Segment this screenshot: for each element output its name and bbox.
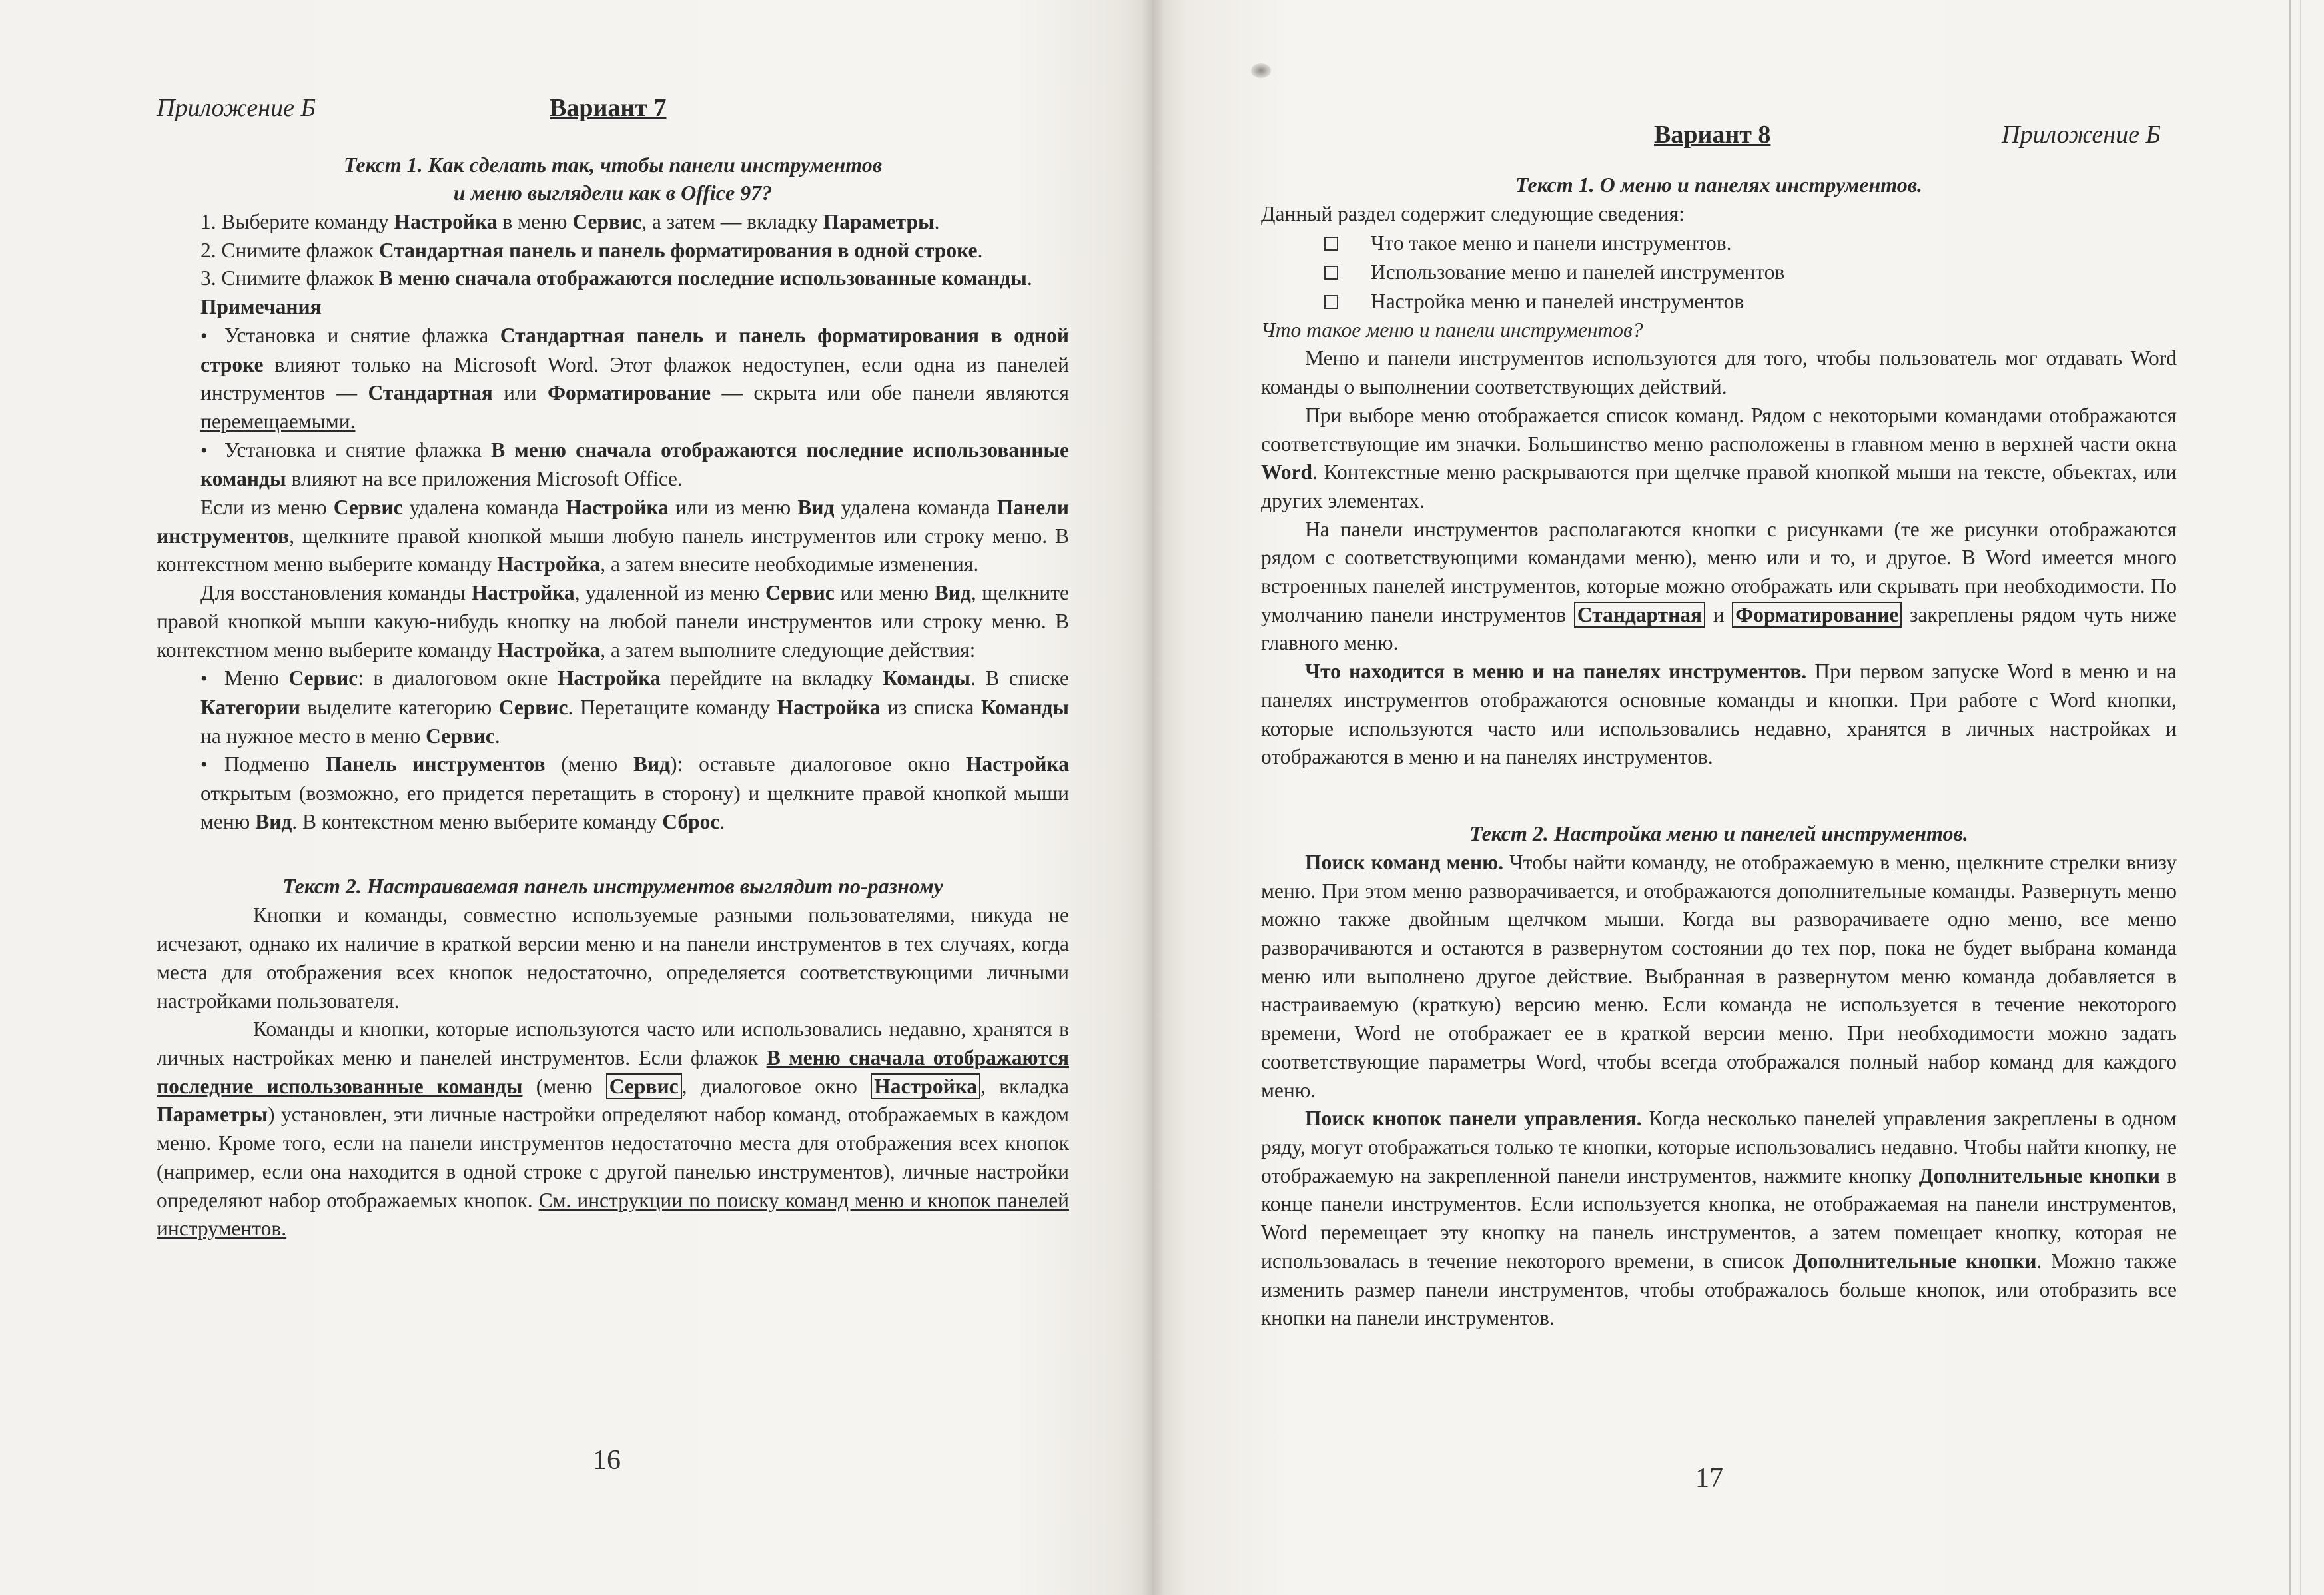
text2-title: Текст 2. Настраиваемая панель инструментов выглядит по-разному [282,874,943,899]
checkbox-icon [1324,237,1338,251]
right-page [1152,0,2324,1595]
checklist-item: Что такое меню и панели инструментов. [1261,229,2177,258]
paragraph-2: При выборе меню отображается список команд. Рядом с некоторыми командами отображаются соответствующие им значки. Большинство меню расположены в главном меню в верхней части окна Word. Контекстные меню раскрываются при щелчке правой кнопкой мыши на тексте, объектах, или других элементах. [1261,403,2177,512]
page-number-left: 16 [593,1445,621,1476]
paragraph-1: Меню и панели инструментов используются для того, чтобы пользователь мог отдавать Word команды о выполнении соответствующих действий. [1261,346,2177,399]
scan-speck [1251,63,1271,78]
checklist-item: Настройка меню и панелей инструментов [1261,287,2177,316]
action-bullet-2: • Подменю Панель инструментов (меню Вид): оставьте диалоговое окно Настройка открытым (возможно, его придется перетащить в сторону) и щелкните правой кнопкой мыши меню Вид. В контекстном меню выберите команду Сброс. [200,752,1069,833]
appendix-label: Приложение Б [2002,121,2161,149]
bullet-icon: • [200,668,208,690]
right-text-column [1261,113,2177,1332]
checkbox-icon [1324,266,1338,280]
paragraph-6: Поиск кнопок панели управления. Когда несколько панелей управления закреплены в одном ряду, могут отображаться только те кнопки, которые использовались недавно. Чтобы найти кнопку, не отображаемую на закрепленной панели инструментов, нажмите кнопку Дополнительные кнопки в конце панели инструментов. Если используется кнопка, не отображаемая на панели инструментов, Word перемещает эту кнопку на панель инструментов, а затем помещает кнопку, которая не использовалась в течение некоторого времени, в список Дополнительные кнопки. Можно также изменить размер панели инструментов, чтобы отображалось больше кнопок, или отобразить все кнопки на панели инструментов. [1261,1107,2177,1330]
bullet-icon: • [200,324,208,347]
bullet-icon: • [200,754,208,776]
text1-title: Текст 1. Как сделать так, чтобы панели инструментов и меню выглядели как в Office 97? [343,153,883,205]
appendix-label: Приложение Б [157,94,316,122]
note-2: • Установка и снятие флажка В меню сначала отображаются последние использованные команды влияют на все приложения Microsoft Office. [200,438,1070,491]
subheading: Что такое меню и панели инструментов? [1261,318,1643,342]
book-fold [1142,0,1164,1595]
variant-title: Вариант 8 [1654,121,1771,149]
action-bullet-1: • Меню Сервис: в диалоговом окне Настройка перейдите на вкладку Команды. В списке Категории выделите категорию Сервис. Перетащите команду Настройка из списка Команды на нужное место в меню Сервис. [200,666,1069,748]
text2-paragraph-2: Команды и кнопки, которые используются часто или использовались недавно, хранятся в личных настройках меню и панелей инструментов. Если флажок В меню сначала отображаются последние использованные команды (меню Сервис , диалоговое окно Настройка , вкладка Параметры) установлен, эти личные настройки определяют набор команд, отображаемых в каждом меню. Кроме того, если на панели инструментов недостаточно места для отображения всех кнопок (например, если она находится в одной строке с другой панелью инструментов), личные настройки определяют набор отображаемых кнопок. См. инструкции по поиску команд меню и кнопок панелей инструментов. [157,1017,1069,1241]
paragraph-3: На панели инструментов располагаются кнопки с рисунками (те же рисунки отображаются рядом с соответствующими командами меню), меню или и то, и другое. В Word имеется много встроенных панелей инструментов, которые можно отображать или скрывать при необходимости. По умолчанию панели инструментов Стандартная и Форматирование закреплены рядом чуть ниже главного меню. [1261,517,2177,655]
note-1: • Установка и снятие флажка Стандартная панель и панель форматирования в одной строке влияют только на Microsoft Word. Этот флажок недоступен, если одна из панелей инструментов — Стандартная или Форматирование — скрыта или обе панели являются перемещаемыми. [200,323,1070,433]
bullet-icon: • [200,439,208,462]
left-header [157,93,1069,140]
text2-paragraph-1: Кнопки и команды, совместно используемые разными пользователями, никуда не исчезают, однако их наличие в краткой версии меню и на панели инструментов в тех случаях, когда места для отображения всех кнопок недостаточно, определяется соответствующими личными настройками пользователя. [157,903,1069,1013]
paragraph-4: Что находится в меню и на панелях инструментов. При первом запуске Word в меню и на панелях инструментов отображаются основные команды и кнопки. При работе с Word кнопки, которые используются часто или использовались недавно, хранятся в личных настройках и отображаются в меню и на панелях инструментов. [1261,660,2177,769]
text2-title: Текст 2. Настройка меню и панелей инструментов. [1469,821,1968,845]
link-movable[interactable]: перемещаемыми. [200,409,356,433]
checkbox-icon [1324,295,1338,309]
right-header [1261,113,2177,160]
left-page [0,0,1152,1595]
paragraph-restore-2: Для восстановления команды Настройка, удаленной из меню Сервис или меню Вид, щелкните правой кнопкой мыши какую-нибудь кнопку на любой панели инструментов или строку меню. В контекстном меню выберите команду Настройка, а затем выполните следующие действия: [157,581,1069,662]
paragraph-restore-1: Если из меню Сервис удалена команда Настройка или из меню Вид удалена команда Панели инструментов, щелкните правой кнопкой мыши любую панель инструментов или строку меню. В контекстном меню выберите команду Настройка, а затем внесите необходимые изменения. [157,496,1070,576]
paragraph-5: Поиск команд меню. Чтобы найти команду, не отображаемую в меню, щелкните стрелки внизу меню. При этом меню разворачивается, и отображаются дополнительные команды. Развернуть меню можно также двойным щелчком мыши. Когда вы разворачиваете одно меню, все меню разворачиваются и остаются в развернутом состоянии до тех пор, пока не будет выбрана команда меню или выполнено другое действие. Выбранная в развернутом меню команда добавляется в настраиваемую (краткую) версию меню. Если команда не используется в течение некоторого времени, Word не отображает ее в краткой версии меню. При необходимости можно задать соответствующие параметры Word, чтобы всегда отображался полный набор команд для каждого меню. [1261,850,2177,1102]
left-text-column [157,93,1069,1243]
page-edge [2289,0,2291,1595]
link-find-commands[interactable]: См. инструкции по поиску команд меню и кнопок панелей инструментов. [157,1188,1069,1241]
step-1: 1. Выберите команду Настройка в меню Сервис, а затем — вкладку Параметры. [200,210,940,233]
step-3: 3. Снимите флажок В меню сначала отображаются последние использованные команды. [200,266,1032,290]
contents-checklist [1261,229,2177,316]
variant-title: Вариант 7 [550,94,667,122]
notes-heading: Примечания [200,295,322,319]
page-number-right: 17 [1695,1463,1723,1494]
text1-title: Текст 1. О меню и панелях инструментов. [1515,173,1922,197]
checklist-item: Использование меню и панелей инструментов [1261,258,2177,287]
step-2: 2. Снимите флажок Стандартная панель и панель форматирования в одной строке. [200,238,983,262]
intro-line: Данный раздел содержит следующие сведения: [1261,202,1685,225]
page-edge [2300,0,2301,1595]
